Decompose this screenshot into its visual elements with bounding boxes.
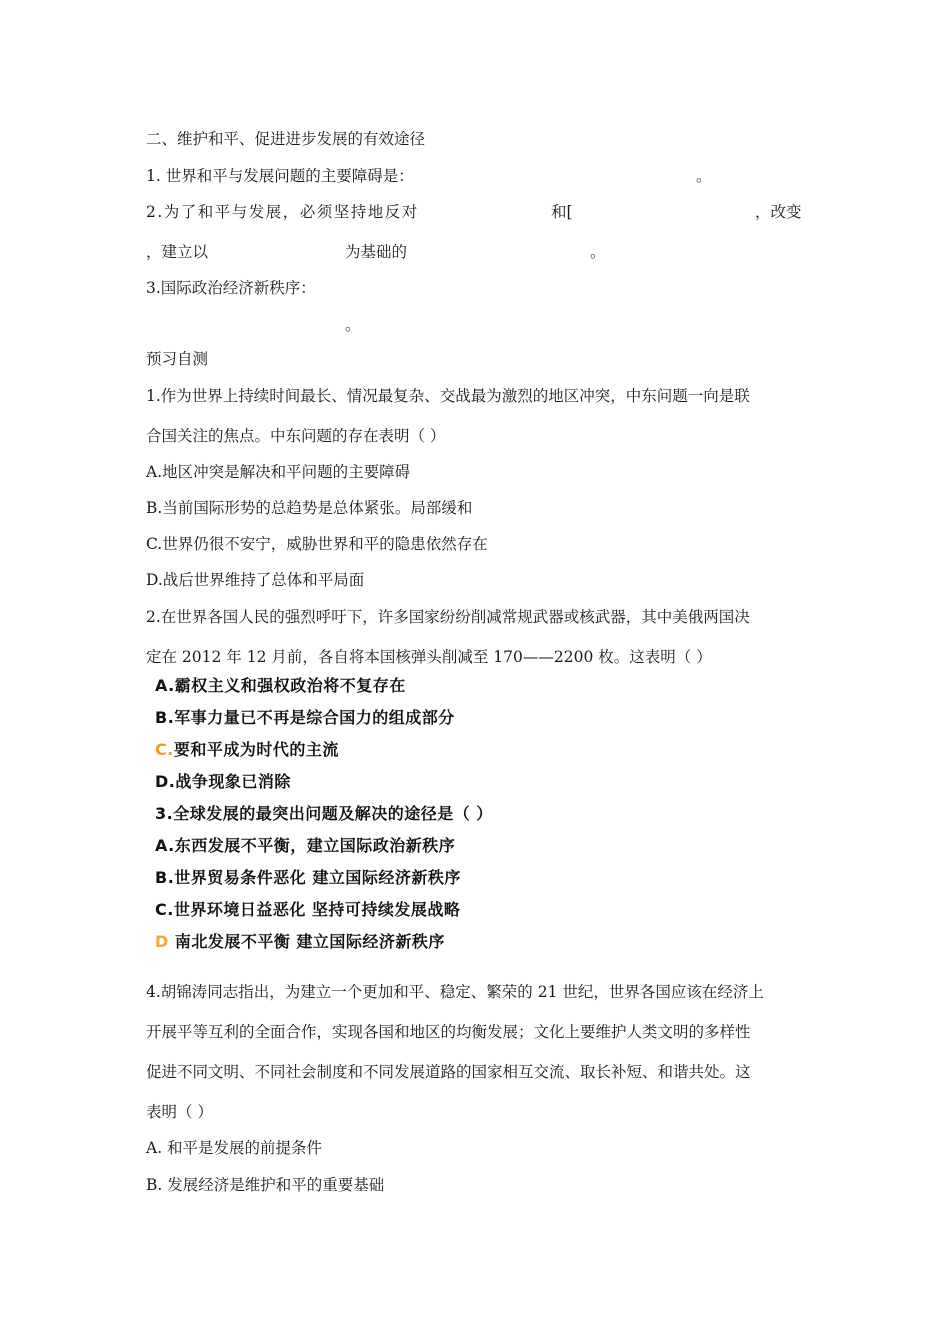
fill-in-q1-end: 。 xyxy=(696,167,712,185)
fill-in-q3: 3.国际政治经济新秩序： xyxy=(146,279,316,297)
fill-in-q2: 2.为了和平与发展，必须坚持地反对 xyxy=(146,203,419,221)
fill-in-q2-line2-end: 。 xyxy=(590,243,606,261)
q3-stem: 3.全球发展的最突出问题及解决的途径是（ ） xyxy=(155,804,493,823)
q3-option-b-text: 世界贸易条件恶化 建立国际经济新秩序 xyxy=(174,868,461,887)
q4-option-a: A. 和平是发展的前提条件 xyxy=(146,1139,323,1157)
q4-stem-line4: 表明（ ） xyxy=(146,1103,213,1121)
fill-in-q1: 1. 世界和平与发展问题的主要障碍是： xyxy=(146,167,414,185)
q1-stem-line1: 1.作为世界上持续时间最长、情况最复杂、交战最为激烈的地区冲突，中东问题一向是联 xyxy=(146,387,750,405)
section-heading: 二、维护和平、促进进步发展的有效途径 xyxy=(146,130,426,148)
q2-option-d-letter: D. xyxy=(155,772,176,791)
self-test-heading: 预习自测 xyxy=(146,350,209,368)
q2-option-d xyxy=(155,772,291,792)
q4-option-b: B. 发展经济是维护和平的重要基础 xyxy=(146,1176,385,1194)
q2-option-a-letter: A. xyxy=(155,676,175,695)
q3-option-b-letter: B. xyxy=(155,868,175,887)
q1-stem-line2: 合国关注的焦点。中东问题的存在表明（ ） xyxy=(146,427,446,445)
q2-option-b-text: 军事力量已不再是综合国力的组成部分 xyxy=(174,708,455,727)
fill-in-q2-line2-a: ，建立以 xyxy=(146,243,209,261)
q2-option-a xyxy=(155,676,406,696)
q2-option-b-letter: B. xyxy=(155,708,175,727)
q4-stem-line3: 促进不同文明、不同社会制度和不同发展道路的国家相互交流、取长补短、和谐共处。这 xyxy=(146,1063,751,1081)
q2-option-c xyxy=(155,740,339,760)
q2-option-b xyxy=(155,708,455,728)
q2-option-a-text: 霸权主义和强权政治将不复存在 xyxy=(174,676,406,695)
q4-stem-line1: 4.胡锦涛同志指出，为建立一个更加和平、稳定、繁荣的 21 世纪，世界各国应该在经济上 xyxy=(146,983,764,1001)
fill-in-q3-end: 。 xyxy=(345,316,361,334)
q3-option-a xyxy=(155,836,455,856)
q3-option-d xyxy=(155,932,445,952)
q2-stem-line2: 定在 2012 年 12 月前，各自将本国核弹头削减至 170——2200 枚。这表明（ ） xyxy=(146,648,712,666)
q3-option-a-letter: A. xyxy=(155,836,175,855)
q3-option-b xyxy=(155,868,461,888)
q2-stem-line1: 2.在世界各国人民的强烈呼吁下，许多国家纷纷削减常规武器或核武器，其中美俄两国决 xyxy=(146,608,750,626)
q3-option-c xyxy=(155,900,460,920)
fill-in-q2-and: 和[ xyxy=(551,203,573,221)
q2-option-c-text: 要和平成为时代的主流 xyxy=(173,740,339,759)
q1-option-b: B.当前国际形势的总趋势是总体紧张。局部缓和 xyxy=(146,499,473,517)
q3-option-c-text: 世界环境日益恶化 坚持可持续发展战略 xyxy=(173,900,461,919)
q3-option-d-letter: D xyxy=(155,932,169,951)
q2-option-d-text: 战争现象已消除 xyxy=(175,772,291,791)
q3-option-c-letter: C. xyxy=(155,900,174,919)
q2-option-c-letter: C. xyxy=(155,740,174,759)
q1-option-c: C.世界仍很不安宁，威胁世界和平的隐患依然存在 xyxy=(146,535,488,553)
q4-stem-line2: 开展平等互利的全面合作，实现各国和地区的均衡发展；文化上要维护人类文明的多样性 xyxy=(146,1023,751,1041)
q1-option-a: A.地区冲突是解决和平问题的主要障碍 xyxy=(146,463,411,481)
fill-in-q2-line2-b: 为基础的 xyxy=(345,243,408,261)
q3-option-a-text: 东西发展不平衡，建立国际政治新秩序 xyxy=(174,836,456,855)
q1-option-d: D.战后世界维持了总体和平局面 xyxy=(146,571,365,589)
fill-in-q2-change: ，改变 xyxy=(755,203,802,221)
q3-option-d-text: 南北发展不平衡 建立国际经济新秩序 xyxy=(174,932,445,951)
